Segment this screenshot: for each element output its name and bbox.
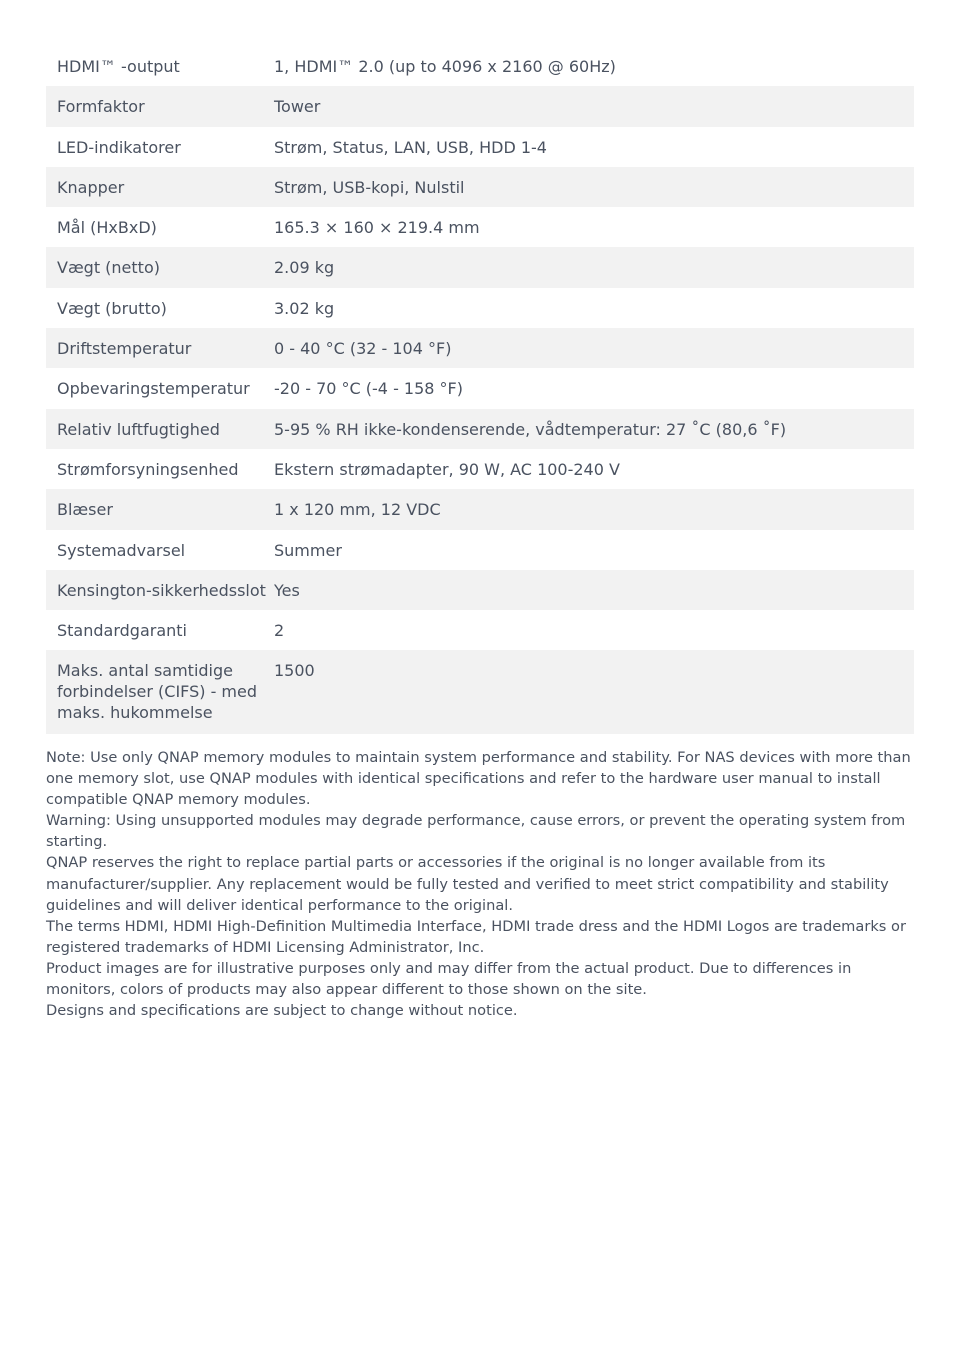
spec-row: [46, 207, 914, 247]
spec-label: Driftstemperatur: [57, 339, 192, 359]
spec-value: Strøm, USB-kopi, Nulstil: [274, 177, 465, 197]
note-hdmi-trademark: The terms HDMI, HDMI High-Definition Multimedia Interface, HDMI trade dress and the HDMI Logos are trademarks or registered trademarks of HDMI Licensing Administrator, Inc.: [46, 917, 906, 956]
spec-label: Vægt (netto): [57, 258, 160, 278]
note-memory: Note: Use only QNAP memory modules to maintain system performance and stability. For NAS devices with more than one memory slot, use QNAP modules with identical specifications and refer to the hardware user manual to install compatible QNAP memory modules.: [46, 749, 911, 809]
spec-value: 3.02 kg: [274, 298, 335, 318]
spec-row: [46, 530, 914, 570]
spec-row: [46, 288, 914, 328]
spec-row: [46, 86, 914, 126]
note-product-images: Product images are for illustrative purposes only and may differ from the actual product. Due to differences in monitors, colors of products may also appear different to those shown on the site.: [46, 959, 852, 999]
spec-label: Formfaktor: [57, 97, 145, 117]
spec-value: Summer: [274, 540, 342, 560]
spec-value: Strøm, Status, LAN, USB, HDD 1-4: [274, 137, 547, 157]
spec-value: 2: [274, 621, 285, 641]
spec-row: [46, 247, 914, 287]
spec-row: [46, 368, 914, 408]
spec-row: [46, 328, 914, 368]
note-designs: Designs and specifications are subject to change without notice.: [46, 1002, 518, 1020]
spec-label: Mål (HxBxD): [57, 218, 157, 238]
spec-value: -20 - 70 °C (-4 - 158 °F): [274, 379, 463, 399]
spec-row: [46, 449, 914, 489]
spec-label: Vægt (brutto): [57, 298, 167, 318]
spec-label: Relativ luftfugtighed: [57, 419, 220, 439]
spec-label: Opbevaringstemperatur: [57, 379, 250, 399]
footnotes: [46, 747, 916, 1021]
spec-row: [46, 570, 914, 610]
spec-label: Strømforsyningsenhed: [57, 459, 239, 479]
spec-value: Yes: [274, 580, 300, 600]
spec-value: 165.3 × 160 × 219.4 mm: [274, 218, 480, 238]
spec-value: 5-95 % RH ikke-kondenserende, vådtemperatur: 27 ˚C (80,6 ˚F): [274, 419, 787, 439]
spec-value: 1 x 120 mm, 12 VDC: [274, 500, 441, 520]
spec-label: Systemadvarsel: [57, 540, 186, 560]
spec-label: Blæser: [57, 500, 113, 520]
spec-value: 1, HDMI™ 2.0 (up to 4096 x 2160 @ 60Hz): [274, 57, 616, 76]
spec-label: Maks. antal samtidige forbindelser (CIFS) - med maks. hukommelse: [57, 661, 258, 723]
spec-row: [46, 46, 914, 86]
spec-label: HDMI™ -output: [57, 57, 180, 76]
note-warning: Warning: Using unsupported modules may degrade performance, cause errors, or prevent the operating system from starting.: [46, 812, 906, 851]
spec-row: [46, 489, 914, 529]
spec-table: [46, 46, 914, 734]
spec-row: [46, 409, 914, 449]
spec-label: Knapper: [57, 177, 125, 197]
note-replacement: QNAP reserves the right to replace partial parts or accessories if the original is no longer available from its manufacturer/supplier. Any replacement would be fully tested and verified to meet strict compatibility and stability guidelines and will deliver identical performance to the original.: [46, 854, 889, 914]
spec-row: [46, 167, 914, 207]
spec-label: Standardgaranti: [57, 621, 187, 641]
spec-value: 1500: [274, 661, 315, 681]
spec-value: 0 - 40 °C (32 - 104 °F): [274, 339, 452, 359]
spec-label: LED-indikatorer: [57, 137, 181, 157]
spec-label: Kensington-sikkerhedsslot: [57, 580, 266, 600]
spec-row: [46, 610, 914, 650]
spec-row: [46, 650, 914, 734]
spec-row: [46, 127, 914, 167]
spec-value: 2.09 kg: [274, 258, 335, 278]
spec-value: Tower: [274, 97, 321, 117]
spec-value: Ekstern strømadapter, 90 W, AC 100-240 V: [274, 459, 620, 479]
